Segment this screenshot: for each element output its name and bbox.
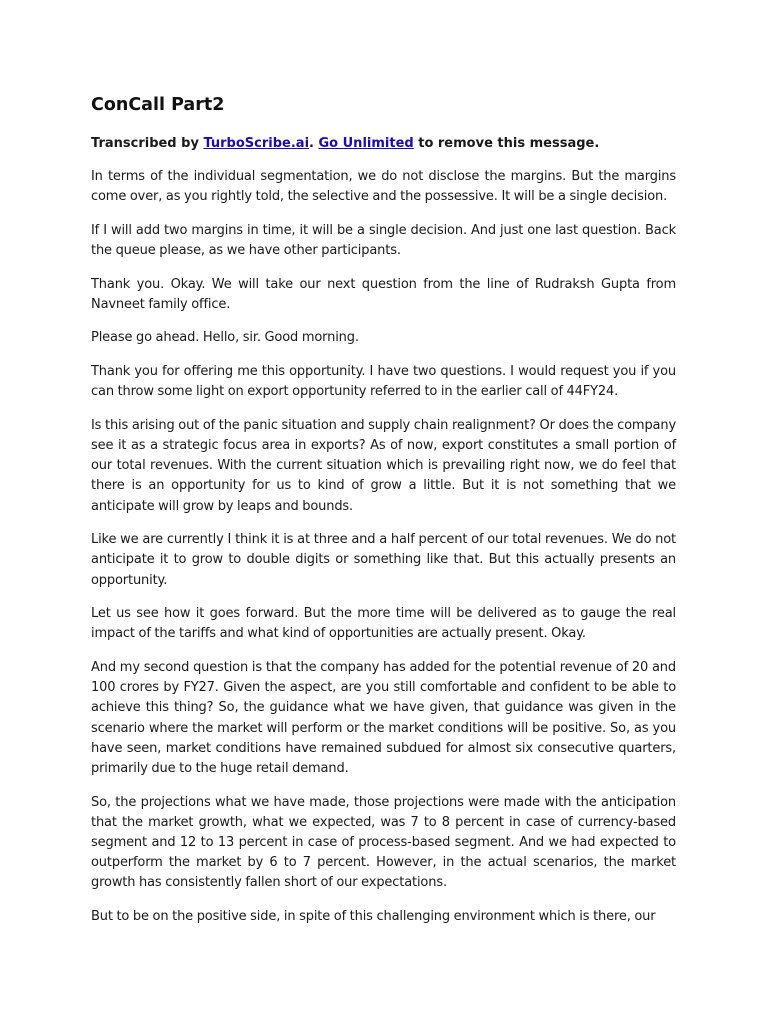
- document-title: ConCall Part2: [91, 95, 225, 115]
- paragraph: Please go ahead. Hello, sir. Good morning.: [91, 330, 359, 346]
- paragraph: Thank you. Okay. We will take our next question from the line of Rudraksh Gupta from Navneet family office.: [91, 276, 676, 312]
- paragraph: Thank you for offering me this opportunity. I have two questions. I would request you if you can throw some light on export opportunity referred to in the earlier call of 44FY24.: [91, 363, 676, 400]
- paragraph: Like we are currently I think it is at three and a half percent of our total revenues. We do not anticipate it to grow to double digits or something like that. But this actually presents an opportunity.: [91, 532, 676, 588]
- turboscribe-link[interactable]: TurboScribe.ai: [203, 136, 310, 151]
- notice-suffix: to remove this message.: [413, 136, 600, 151]
- paragraph: If I will add two margins in time, it will be a single decision. And just one last question. Back the queue please, as we have other participants.: [91, 222, 676, 258]
- notice-separator: .: [309, 136, 319, 151]
- paragraph: But to be on the positive side, in spite of this challenging environment which is there, our: [91, 909, 656, 924]
- go-unlimited-link[interactable]: Go Unlimited: [318, 136, 414, 151]
- paragraph: In terms of the individual segmentation, we do not disclose the margins. But the margins come over, as you rightly told, the selective and the possessive. It will be a single decision.: [91, 169, 676, 205]
- notice-prefix: Transcribed by: [91, 136, 204, 151]
- paragraph: Is this arising out of the panic situation and supply chain realignment? Or does the company see it as a strategic focus area in exports? As of now, export constitutes a small portion of our total revenues. With the current situation which is prevailing right now, we do feel that there is an opportunity for us to kind of grow a little. But it is not something that we anticipate will grow by leaps and bounds.: [91, 417, 676, 514]
- paragraph: So, the projections what we have made, those projections were made with the anticipation that the market growth, what we expected, was 7 to 8 percent in case of currency-based segment and 12 to 13 percent in case of process-based segment. And we had expected to outperform the market by 6 to 7 percent. However, in the actual scenarios, the market growth has consistently fallen short of our expectations.: [91, 794, 676, 891]
- transcription-notice: [91, 134, 676, 154]
- paragraph: And my second question is that the company has added for the potential revenue of 20 and 100 crores by FY27. Given the aspect, are you still comfortable and confident to be able to achieve this thing? So, the guidance what we have given, that guidance was given in the scenario where the market will perform or the market conditions will be positive. So, as you have seen, market conditions have remained subdued for almost six consecutive quarters, primarily due to the huge retail demand.: [91, 659, 676, 776]
- document-page: [91, 92, 676, 941]
- paragraph: Let us see how it goes forward. But the more time will be delivered as to gauge the real impact of the tariffs and what kind of opportunities are actually present. Okay.: [91, 606, 676, 642]
